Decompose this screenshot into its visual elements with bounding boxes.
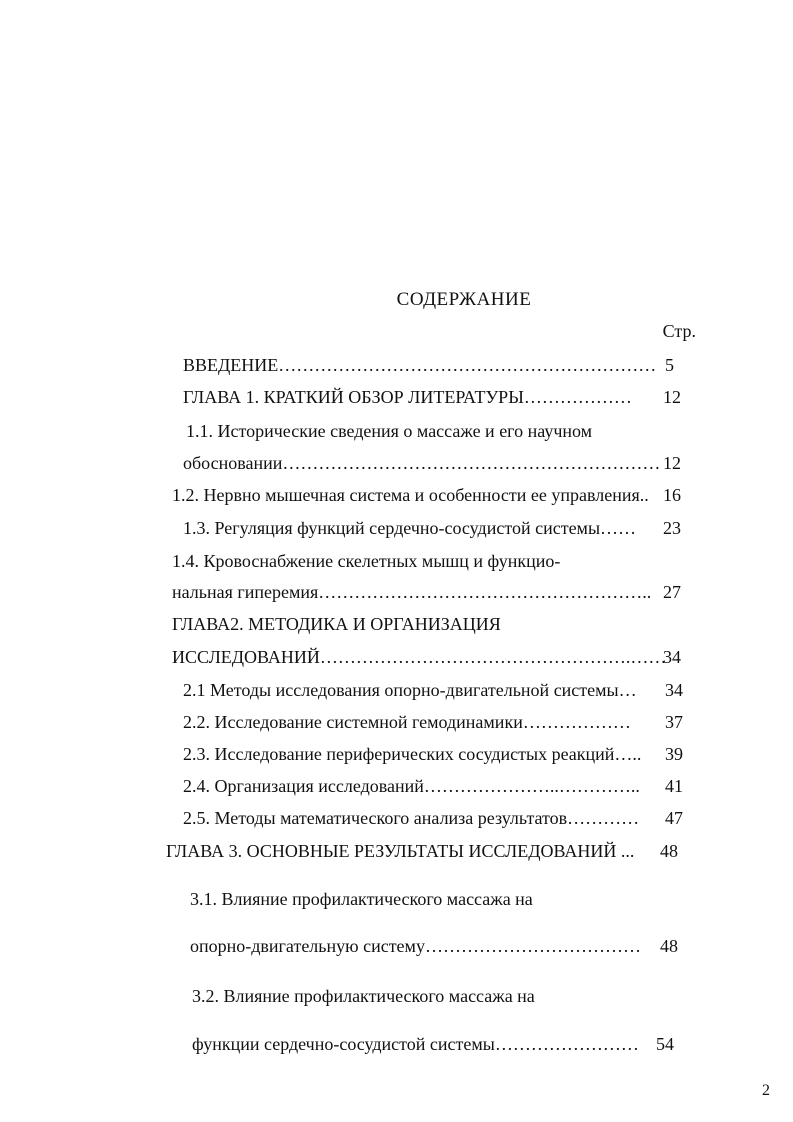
toc-entry — [192, 985, 535, 1007]
toc-entry-page: 34 — [663, 647, 681, 667]
toc-entry-page: 54 — [656, 1034, 674, 1054]
toc-entry — [190, 935, 641, 957]
toc-entry-text: 2.4. Организация исследований…………………..………….. — [183, 776, 640, 796]
toc-entry-page: 12 — [663, 387, 681, 407]
toc-entry — [172, 550, 560, 572]
toc-entry — [166, 840, 634, 862]
toc-entry — [183, 775, 640, 797]
toc-entry-text: нальная гиперемия……………………………………………….. — [172, 582, 652, 602]
toc-title: СОДЕРЖАНИЕ — [396, 289, 532, 310]
toc-entry-page: 5 — [665, 355, 674, 375]
toc-entry-text: 3.1. Влияние профилактического массажа на — [190, 889, 533, 909]
page-column-label: Стр. — [662, 321, 696, 341]
toc-entry-page: 27 — [663, 582, 681, 602]
toc-entry-text: 1.4. Кровоснабжение скелетных мышц и функцио- — [172, 551, 561, 571]
toc-entry — [172, 484, 649, 506]
toc-entry — [183, 452, 660, 474]
toc-entry-text: ГЛАВА2. МЕТОДИКА И ОРГАНИЗАЦИЯ — [172, 614, 501, 634]
toc-entry — [190, 888, 533, 910]
toc-entry — [183, 743, 641, 765]
toc-entry-text: ГЛАВА 1. КРАТКИЙ ОБЗОР ЛИТЕРАТУРЫ……………… — [183, 387, 632, 407]
toc-entry-page: 48 — [660, 841, 678, 861]
toc-entry — [172, 646, 666, 668]
toc-entry-text: ВВЕДЕНИЕ……………………………………………………… — [183, 355, 657, 375]
toc-entry-text: 1.1. Исторические сведения о массаже и его научном — [186, 421, 593, 441]
toc-entry-text: 1.3. Регуляция функций сердечно-сосудистой системы…… — [183, 518, 637, 538]
toc-entry-page: 34 — [665, 680, 683, 700]
toc-entry-text: обосновании……………………………………………………… — [183, 453, 661, 473]
toc-entry — [183, 517, 636, 539]
toc-entry-text: 2.2. Исследование системной гемодинамики……………… — [183, 712, 631, 732]
toc-entry — [186, 420, 592, 442]
toc-entry-page: 23 — [663, 518, 681, 538]
toc-entry-text: ГЛАВА 3. ОСНОВНЫЕ РЕЗУЛЬТАТЫ ИССЛЕДОВАНИЙ ... — [166, 841, 635, 861]
toc-entry-page: 39 — [665, 744, 683, 764]
toc-entry — [183, 711, 631, 733]
toc-entry-page: 16 — [663, 485, 681, 505]
toc-entry-text: 2.3. Исследование периферических сосудистых реакций….. — [183, 744, 642, 764]
toc-entry-text: опорно-двигательную систему……………………………… — [190, 936, 641, 956]
toc-entry — [183, 807, 639, 829]
toc-entry-page: 47 — [665, 808, 683, 828]
toc-entry-page: 41 — [665, 776, 683, 796]
toc-entry-text: 2.5. Методы математического анализа результатов………… — [183, 808, 640, 828]
toc-entry — [183, 679, 637, 701]
toc-entry — [172, 613, 501, 635]
toc-entry — [192, 1033, 639, 1055]
toc-entry-text: функции сердечно-сосудистой системы…………………… — [192, 1034, 639, 1054]
toc-entry — [183, 354, 656, 376]
toc-entry-page: 12 — [663, 453, 681, 473]
toc-entry-page: 48 — [660, 936, 678, 956]
toc-entry-page: 37 — [665, 712, 683, 732]
toc-entry-text: 1.2. Нервно мышечная система и особенности ее управления.. — [172, 485, 649, 505]
page-number: 2 — [762, 1082, 770, 1099]
toc-entry — [172, 581, 651, 603]
toc-entry-text: 2.1 Методы исследования опорно-двигательной системы… — [183, 680, 637, 700]
toc-entry-text: 3.2. Влияние профилактического массажа на — [192, 986, 535, 1006]
toc-entry — [183, 386, 632, 408]
toc-entry-text: ИССЛЕДОВАНИЙ…………………………………………….…… — [172, 647, 667, 667]
